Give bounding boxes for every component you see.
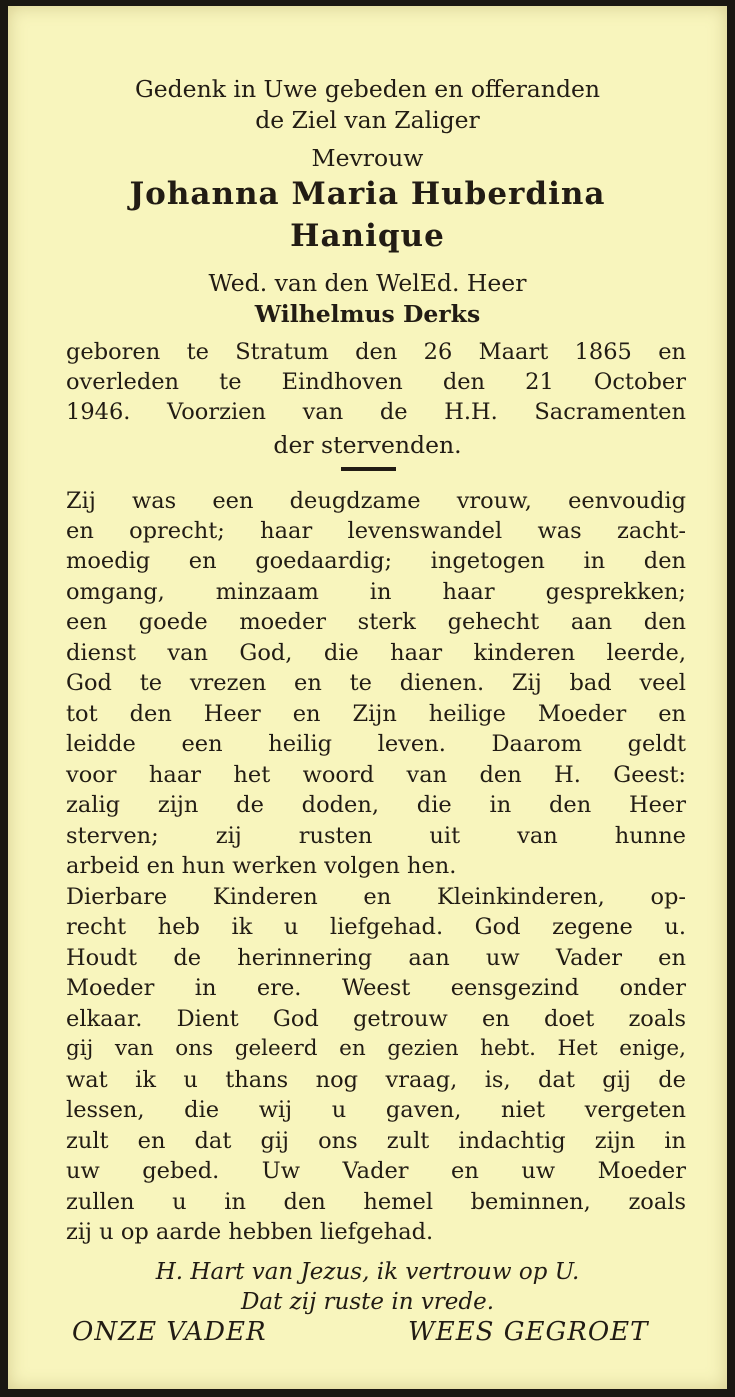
- deceased-name-line-1: Johanna Maria Huberdina: [129, 176, 606, 212]
- birth-death-line: geboren te Stratum den 26 Maart 1865 en: [66, 339, 686, 365]
- body-line: zij u op aarde hebben liefgehad.: [66, 1219, 434, 1245]
- body-line: zult en dat gij ons zult indachtig zijn in: [66, 1128, 686, 1154]
- widow-line: Wed. van den WelEd. Heer: [208, 269, 527, 297]
- birth-death-line: der stervenden.: [273, 431, 462, 459]
- body-line: lessen, die wij u gaven, niet vergeten: [66, 1097, 686, 1123]
- body-line: arbeid en hun werken volgen hen.: [66, 853, 457, 879]
- honorific: Mevrouw: [311, 144, 424, 172]
- body-line: een goede moeder sterk gehecht aan den: [66, 609, 686, 635]
- birth-death-line: 1946. Voorzien van de H.H. Sacramenten: [66, 399, 686, 425]
- body-line: gij van ons geleerd en gezien hebt. Het enige,: [66, 1036, 686, 1061]
- prayer-onze-vader: ONZE VADER: [72, 1317, 267, 1347]
- body-line: zalig zijn de doden, die in den Heer: [66, 792, 686, 818]
- memorial-card: [8, 6, 727, 1389]
- body-line: elkaar. Dient God getrouw en doet zoals: [66, 1006, 686, 1032]
- body-line: leidde een heilig leven. Daarom geldt: [66, 731, 686, 757]
- closing-rest-in-peace: Dat zij ruste in vrede.: [240, 1289, 495, 1315]
- body-line: zullen u in den hemel beminnen, zoals: [66, 1189, 686, 1215]
- section-divider: [341, 467, 396, 471]
- body-line: Houdt de herinnering aan uw Vader en: [66, 945, 686, 971]
- birth-death-line: overleden te Eindhoven den 21 October: [66, 369, 686, 395]
- body-line: omgang, minzaam in haar gesprekken;: [66, 579, 686, 605]
- body-line: Moeder in ere. Weest eensgezind onder: [66, 975, 686, 1001]
- body-line: God te vrezen en te dienen. Zij bad veel: [66, 670, 686, 696]
- body-line: sterven; zij rusten uit van hunne: [66, 823, 686, 849]
- body-line: wat ik u thans nog vraag, is, dat gij de: [66, 1067, 686, 1093]
- body-line: Dierbare Kinderen en Kleinkinderen, op-: [66, 884, 686, 910]
- body-line: tot den Heer en Zijn heilige Moeder en: [66, 701, 686, 727]
- body-line: dienst van God, die haar kinderen leerde,: [66, 640, 686, 666]
- body-line: voor haar het woord van den H. Geest:: [66, 762, 686, 788]
- husband-name: Wilhelmus Derks: [254, 300, 481, 328]
- body-line: Zij was een deugdzame vrouw, eenvoudig: [66, 488, 686, 514]
- intro-line-2: de Ziel van Zaliger: [255, 106, 480, 134]
- deceased-name-line-2: Hanique: [290, 218, 445, 254]
- prayer-wees-gegroet: WEES GEGROET: [408, 1317, 649, 1347]
- body-line: recht heb ik u liefgehad. God zegene u.: [66, 914, 686, 940]
- closing-invocation: H. Hart van Jezus, ik vertrouw op U.: [155, 1259, 580, 1285]
- body-line: moedig en goedaardig; ingetogen in den: [66, 548, 686, 574]
- intro-line-1: Gedenk in Uwe gebeden en offeranden: [134, 75, 601, 103]
- body-line: en oprecht; haar levenswandel was zacht-: [66, 518, 686, 544]
- body-line: uw gebed. Uw Vader en uw Moeder: [66, 1158, 686, 1184]
